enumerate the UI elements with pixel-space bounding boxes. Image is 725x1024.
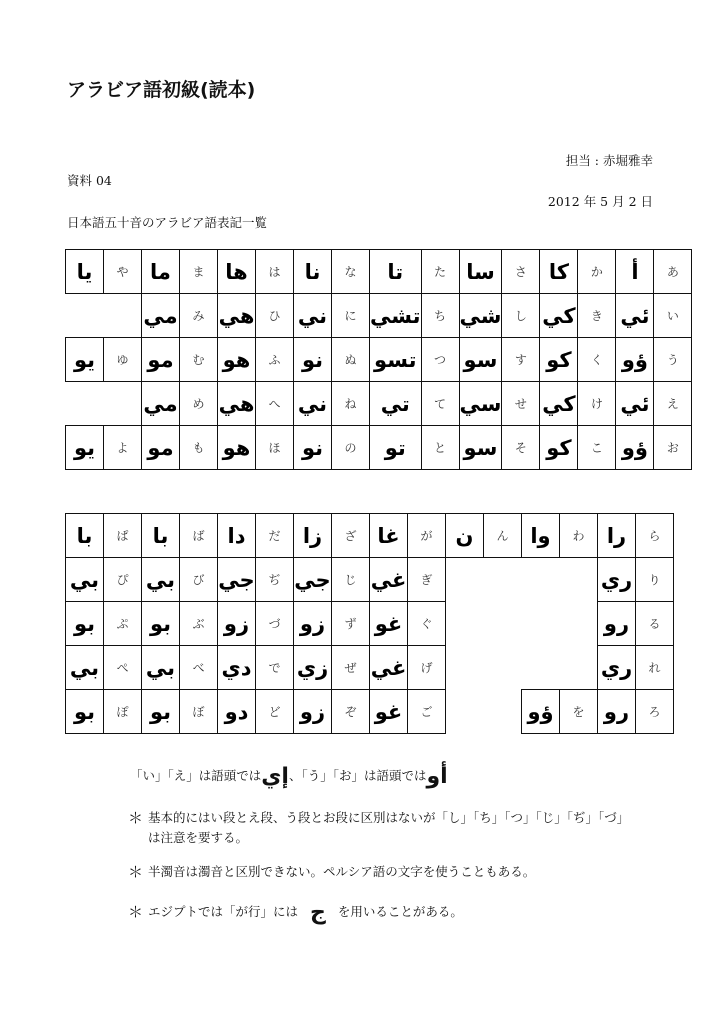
kana-cell: か: [578, 250, 616, 294]
kana-cell: よ: [104, 426, 142, 470]
arabic-cell: ن: [446, 514, 484, 558]
kana-cell: も: [180, 426, 218, 470]
arabic-cell: ني: [294, 294, 332, 338]
kana-cell: り: [636, 558, 674, 602]
kana-cell: ざ: [332, 514, 370, 558]
kana-cell: に: [332, 294, 370, 338]
arabic-cell: غي: [370, 558, 408, 602]
arabic-cell: زي: [294, 646, 332, 690]
kana-cell: で: [256, 646, 294, 690]
kana-cell: と: [421, 426, 459, 470]
arabic-cell: غي: [370, 646, 408, 690]
kana-cell: ら: [636, 514, 674, 558]
empty-cell: [522, 558, 560, 602]
arabic-cell: مي: [142, 294, 180, 338]
kana-cell: つ: [421, 338, 459, 382]
arabic-cell: ري: [598, 558, 636, 602]
kana-cell: ね: [332, 382, 370, 426]
kana-cell: ぼ: [180, 690, 218, 734]
arabic-cell: سو: [459, 338, 502, 382]
empty-cell: [66, 382, 104, 426]
kana-cell: べ: [180, 646, 218, 690]
kana-cell: く: [578, 338, 616, 382]
arabic-cell: شي: [459, 294, 502, 338]
kana-cell: こ: [578, 426, 616, 470]
arabic-cell: كا: [540, 250, 578, 294]
table-row: [66, 514, 674, 558]
arabic-cell: ؤو: [616, 338, 654, 382]
table-row: [66, 602, 674, 646]
arabic-cell: يو: [66, 426, 104, 470]
table-row: [66, 426, 692, 470]
arabic-cell: تو: [370, 426, 422, 470]
note-distinction-line2: は注意を要する。: [148, 830, 249, 845]
kana-cell: ろ: [636, 690, 674, 734]
kana-cell: び: [180, 558, 218, 602]
kana-cell: ま: [180, 250, 218, 294]
note-semivoiced-text: 半濁音は濁音と区別できない。ペルシア語の文字を使うこともある。: [148, 864, 536, 879]
arabic-initial-i: إي: [261, 764, 289, 789]
bullet-star: ＊: [128, 903, 144, 921]
kana-cell: さ: [502, 250, 540, 294]
arabic-cell: كو: [540, 338, 578, 382]
kana-cell: げ: [408, 646, 446, 690]
kana-cell: ず: [332, 602, 370, 646]
kana-cell: う: [654, 338, 692, 382]
note-distinction: [128, 808, 688, 848]
kana-cell: や: [104, 250, 142, 294]
table-row: [66, 646, 674, 690]
kana-cell: ぢ: [256, 558, 294, 602]
empty-cell: [560, 602, 598, 646]
arabic-cell: زو: [294, 602, 332, 646]
arabic-cell: بي: [142, 558, 180, 602]
table-row: [66, 690, 674, 734]
kana-cell: が: [408, 514, 446, 558]
arabic-cell: يا: [66, 250, 104, 294]
note-distinction-line1: 基本的にはい段とえ段、う段とお段に区別はないが「し」「ち」「つ」「じ」「ぢ」「づ」: [148, 810, 630, 825]
kana-cell: み: [180, 294, 218, 338]
arabic-cell: زو: [218, 602, 256, 646]
arabic-cell: را: [598, 514, 636, 558]
arabic-cell: رو: [598, 690, 636, 734]
arabic-cell: هي: [218, 294, 256, 338]
empty-cell: [446, 558, 484, 602]
kana-cell: し: [502, 294, 540, 338]
kana-cell: な: [332, 250, 370, 294]
empty-cell: [104, 382, 142, 426]
arabic-cell: هو: [218, 338, 256, 382]
arabic-cell: دو: [218, 690, 256, 734]
kana-cell: け: [578, 382, 616, 426]
kana-cell: ぐ: [408, 602, 446, 646]
arabic-cell: سو: [459, 426, 502, 470]
arabic-cell: ؤو: [616, 426, 654, 470]
bullet-star: ＊: [128, 863, 144, 881]
arabic-cell: دا: [218, 514, 256, 558]
kana-cell: ひ: [256, 294, 294, 338]
material-number: 資料 04: [67, 173, 112, 188]
kana-cell: ほ: [256, 426, 294, 470]
arabic-cell: مي: [142, 382, 180, 426]
kana-cell: づ: [256, 602, 294, 646]
kana-cell: ぎ: [408, 558, 446, 602]
empty-cell: [522, 602, 560, 646]
arabic-cell: زا: [294, 514, 332, 558]
empty-cell: [104, 294, 142, 338]
kana-cell: ぞ: [332, 690, 370, 734]
arabic-cell: تا: [370, 250, 422, 294]
empty-cell: [484, 602, 522, 646]
arabic-cell: سي: [459, 382, 502, 426]
arabic-cell: جي: [294, 558, 332, 602]
empty-cell: [66, 294, 104, 338]
empty-cell: [484, 690, 522, 734]
arabic-cell: بي: [66, 646, 104, 690]
arabic-jim: ج: [310, 900, 326, 925]
arabic-cell: يو: [66, 338, 104, 382]
arabic-cell: بو: [142, 690, 180, 734]
kana-cell: ふ: [256, 338, 294, 382]
kana-cell: す: [502, 338, 540, 382]
kana-cell: お: [654, 426, 692, 470]
kana-cell: じ: [332, 558, 370, 602]
page-title: アラビア語初級(読本): [67, 79, 256, 101]
kana-cell: ど: [256, 690, 294, 734]
kana-cell: は: [256, 250, 294, 294]
kana-cell: せ: [502, 382, 540, 426]
arabic-cell: زو: [294, 690, 332, 734]
arabic-cell: سا: [459, 250, 502, 294]
kana-cell: の: [332, 426, 370, 470]
arabic-cell: با: [142, 514, 180, 558]
kana-cell: ぜ: [332, 646, 370, 690]
kana-cell: め: [180, 382, 218, 426]
arabic-cell: أ: [616, 250, 654, 294]
arabic-cell: تشي: [370, 294, 422, 338]
arabic-cell: تسو: [370, 338, 422, 382]
arabic-cell: غو: [370, 602, 408, 646]
kana-cell: き: [578, 294, 616, 338]
empty-cell: [522, 646, 560, 690]
arabic-cell: ها: [218, 250, 256, 294]
arabic-cell: بي: [142, 646, 180, 690]
arabic-cell: نو: [294, 426, 332, 470]
arabic-cell: هي: [218, 382, 256, 426]
kana-cell: た: [421, 250, 459, 294]
kana-cell: え: [654, 382, 692, 426]
kana-cell: ぽ: [104, 690, 142, 734]
arabic-cell: بو: [142, 602, 180, 646]
arabic-cell: ؤو: [522, 690, 560, 734]
arabic-cell: كي: [540, 294, 578, 338]
arabic-cell: جي: [218, 558, 256, 602]
date-label: 2012 年 5 月 2 日: [547, 194, 653, 209]
gojuon-table-basic: [65, 249, 692, 470]
initial-position-note: [130, 766, 448, 787]
initial-note-text-2: 、「う」「お」は語頭では: [288, 768, 427, 783]
arabic-cell: مو: [142, 338, 180, 382]
kana-cell: て: [421, 382, 459, 426]
arabic-cell: بي: [66, 558, 104, 602]
kana-cell: ご: [408, 690, 446, 734]
kana-cell: ぱ: [104, 514, 142, 558]
table-row: [66, 294, 692, 338]
note-semivoiced: [128, 862, 536, 882]
kana-cell: ち: [421, 294, 459, 338]
empty-cell: [484, 646, 522, 690]
kana-cell: む: [180, 338, 218, 382]
empty-cell: [446, 690, 484, 734]
empty-cell: [446, 602, 484, 646]
kana-cell: れ: [636, 646, 674, 690]
arabic-cell: غا: [370, 514, 408, 558]
kana-cell: ぺ: [104, 646, 142, 690]
arabic-cell: با: [66, 514, 104, 558]
kana-cell: だ: [256, 514, 294, 558]
note-egypt-text-b: を用いることがある。: [337, 904, 463, 919]
table-row: [66, 382, 692, 426]
arabic-cell: مو: [142, 426, 180, 470]
empty-cell: [446, 646, 484, 690]
arabic-cell: رو: [598, 602, 636, 646]
kana-cell: ぷ: [104, 602, 142, 646]
table-row: [66, 250, 692, 294]
kana-cell: を: [560, 690, 598, 734]
kana-cell: へ: [256, 382, 294, 426]
arabic-cell: ري: [598, 646, 636, 690]
empty-cell: [484, 558, 522, 602]
arabic-cell: نو: [294, 338, 332, 382]
arabic-cell: ئي: [616, 382, 654, 426]
arabic-cell: دي: [218, 646, 256, 690]
arabic-initial-u: أو: [426, 764, 448, 789]
arabic-cell: ني: [294, 382, 332, 426]
empty-cell: [560, 558, 598, 602]
note-egypt: [128, 900, 463, 925]
arabic-cell: نا: [294, 250, 332, 294]
bullet-star: ＊: [128, 809, 144, 827]
table-subtitle: 日本語五十音のアラビア語表記一覧: [67, 215, 268, 230]
arabic-cell: بو: [66, 602, 104, 646]
arabic-cell: كو: [540, 426, 578, 470]
kana-cell: い: [654, 294, 692, 338]
arabic-cell: تي: [370, 382, 422, 426]
kana-cell: ぴ: [104, 558, 142, 602]
kana-cell: ん: [484, 514, 522, 558]
kana-cell: そ: [502, 426, 540, 470]
arabic-cell: وا: [522, 514, 560, 558]
kana-cell: ば: [180, 514, 218, 558]
arabic-cell: هو: [218, 426, 256, 470]
kana-cell: ぬ: [332, 338, 370, 382]
arabic-cell: ما: [142, 250, 180, 294]
arabic-cell: كي: [540, 382, 578, 426]
arabic-cell: ئي: [616, 294, 654, 338]
empty-cell: [560, 646, 598, 690]
table-row: [66, 338, 692, 382]
note-egypt-text-a: エジプトでは「が行」には: [148, 904, 299, 919]
arabic-cell: بو: [66, 690, 104, 734]
kana-cell: る: [636, 602, 674, 646]
gojuon-table-voiced: [65, 513, 674, 734]
table-row: [66, 558, 674, 602]
kana-cell: ゆ: [104, 338, 142, 382]
kana-cell: あ: [654, 250, 692, 294]
arabic-cell: غو: [370, 690, 408, 734]
kana-cell: ぶ: [180, 602, 218, 646]
instructor-label: 担当 : 赤堀雅幸: [565, 153, 653, 168]
initial-note-text-1: 「い」「え」は語頭では: [130, 768, 262, 783]
kana-cell: わ: [560, 514, 598, 558]
